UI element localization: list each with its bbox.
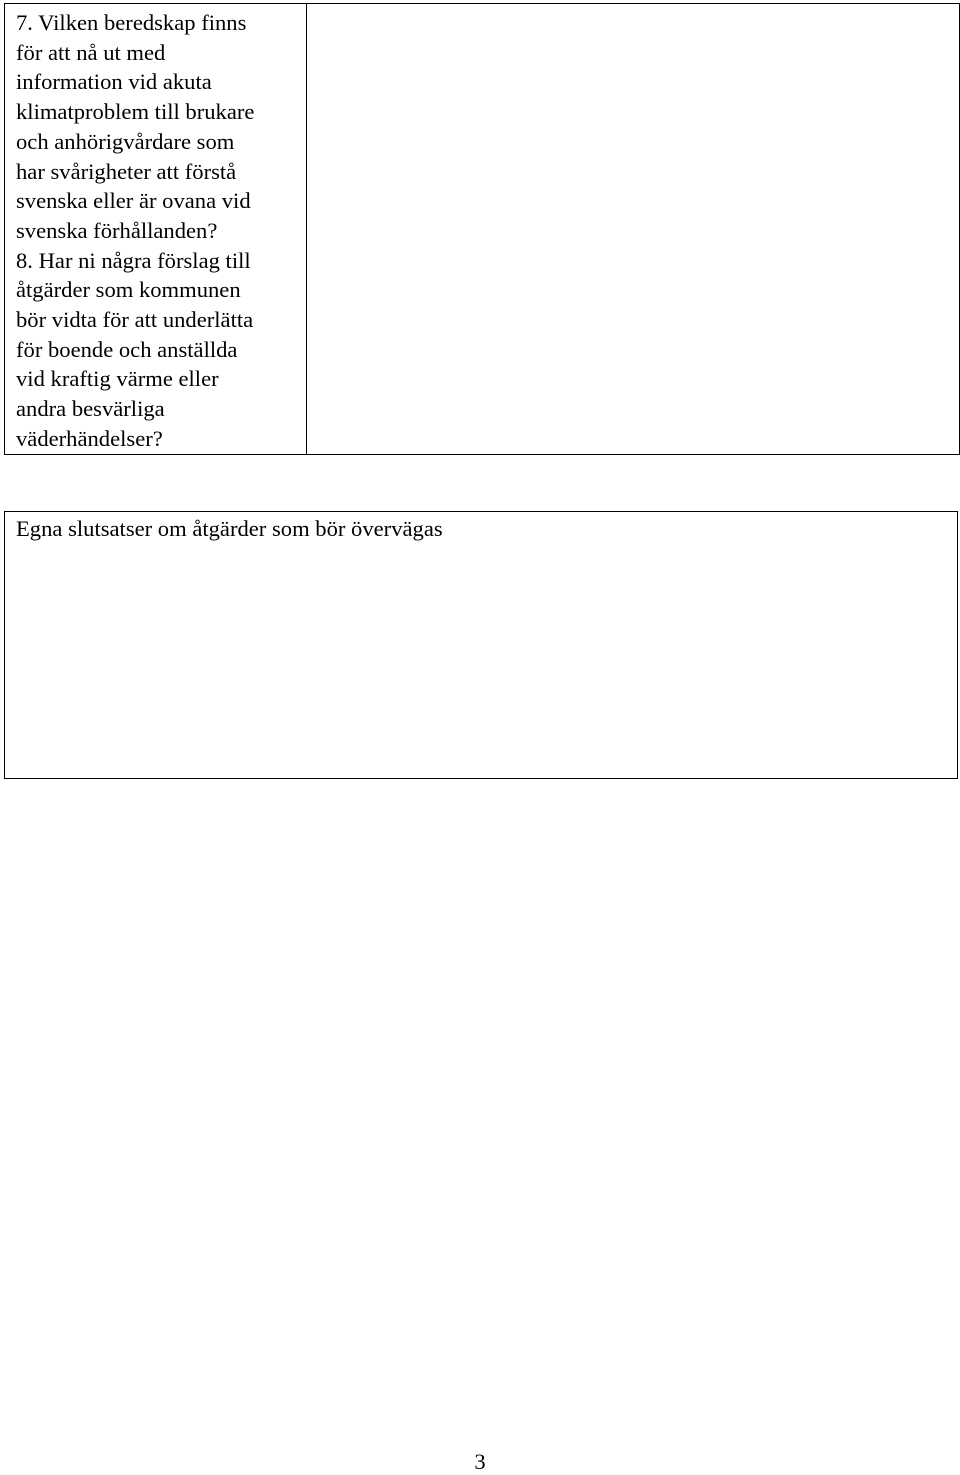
question-7-line: har svårigheter att förstå	[16, 158, 237, 184]
question-7-line: klimatproblem till brukare	[16, 99, 255, 125]
answer-cell[interactable]	[307, 4, 960, 455]
question-7-line: svenska eller är ovana vid	[16, 188, 251, 214]
question-8	[16, 246, 296, 454]
question-7-line: för att nå ut med	[16, 39, 166, 65]
question-8-line: 8. Har ni några förslag till	[16, 247, 251, 273]
question-8-line: vid kraftig värme eller	[16, 366, 219, 392]
question-8-line: bör vidta för att underlätta	[16, 307, 254, 333]
question-8-line: andra besvärliga	[16, 396, 165, 422]
question-7-line: 7. Vilken beredskap finns	[16, 10, 247, 35]
question-cell	[5, 4, 307, 455]
question-8-line: för boende och anställda	[16, 336, 238, 362]
conclusions-title: Egna slutsatser om åtgärder som bör övervägas	[16, 516, 443, 541]
questions-table	[4, 3, 960, 455]
question-8-line: åtgärder som kommunen	[16, 277, 241, 303]
table-row	[5, 4, 960, 455]
page-number: 3	[474, 1449, 486, 1474]
question-7	[16, 8, 296, 246]
conclusions-box[interactable]	[4, 511, 958, 779]
question-8-line: väderhändelser?	[16, 425, 163, 451]
question-7-line: svenska förhållanden?	[16, 217, 218, 243]
question-7-line: och anhörigvårdare som	[16, 128, 235, 154]
question-7-line: information vid akuta	[16, 69, 212, 95]
